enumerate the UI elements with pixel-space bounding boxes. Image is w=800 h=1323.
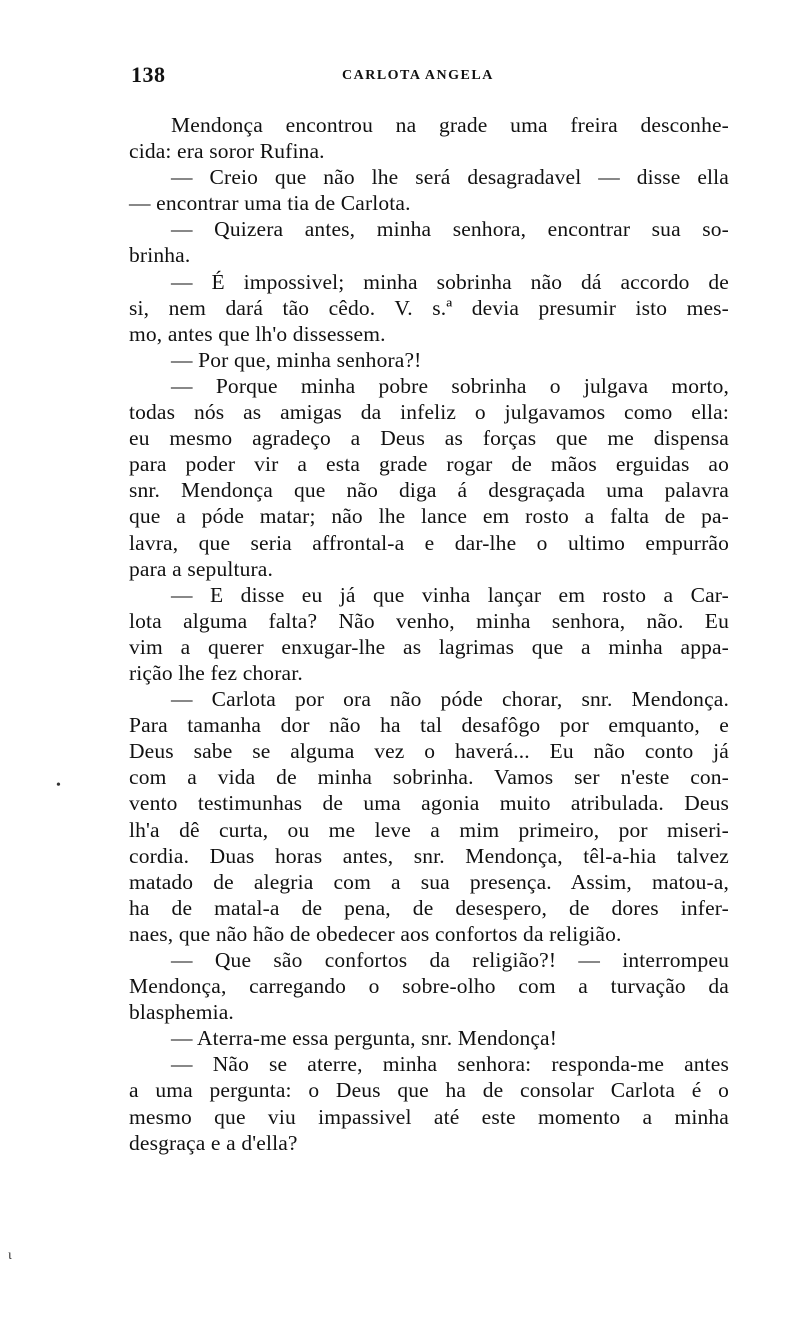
text-line: — E disse eu já que vinha lançar em rosto a Car-: [171, 582, 729, 607]
text-line: — Que são confortos da religião?! — interrompeu: [171, 948, 729, 972]
text-line: snr. Mendonça que não diga á desgraçada uma palavra: [129, 478, 729, 503]
text-line: rição lhe fez chorar.: [129, 660, 303, 685]
text-line: Para tamanha dor não ha tal desafôgo por emquanto, e: [129, 713, 729, 738]
text-line: mesmo que viu impassivel até este momento a minha: [129, 1104, 729, 1129]
text-line: — Aterra-me essa pergunta, snr. Mendonça!: [171, 1026, 558, 1051]
text-line: a uma pergunta: o Deus que ha de consolar Carlota é o: [129, 1078, 729, 1103]
text-line: — encontrar uma tia de Carlota.: [129, 191, 411, 216]
text-line: naes, que não hão de obedecer aos confortos da religião.: [129, 921, 622, 946]
text-line: lota alguma falta? Não venho, minha senhora, não. Eu: [129, 608, 729, 633]
text-line: vim a querer enxugar-lhe as lagrimas que a minha appa-: [129, 634, 729, 659]
page-speck-mark: •: [56, 778, 61, 793]
text-line: com a vida de minha sobrinha. Vamos ser n'este con-: [129, 765, 729, 790]
text-line: vento testimunhas de uma agonia muito atribulada. Deus: [129, 791, 729, 816]
text-line: — Quizera antes, minha senhora, encontrar sua so-: [171, 217, 729, 242]
text-line: blasphemia.: [129, 1000, 234, 1025]
body-text: [129, 112, 729, 1156]
text-line: — Porque minha pobre sobrinha o julgava morto,: [171, 373, 729, 398]
text-line: ha de matal-a de pena, de desespero, de dores infer-: [129, 895, 729, 920]
text-line: Mendonça, carregando o sobre-olho com a turvação da: [129, 974, 729, 999]
text-line: si, nem dará tão cêdo. V. s.ª devia presumir isto mes-: [129, 295, 729, 320]
text-line: Mendonça encontrou na grade uma freira desconhe-: [171, 113, 729, 137]
text-line: brinha.: [129, 243, 191, 268]
page-speck-mark: ɩ: [8, 1248, 12, 1263]
text-line: — Creio que não lhe será desagradavel — disse ella: [171, 165, 729, 190]
text-line: lavra, que seria affrontal-a e dar-lhe o ultimo empurrão: [129, 530, 729, 555]
text-line: cida: era soror Rufina.: [129, 139, 325, 164]
text-line: que a póde matar; não lhe lance em rosto a falta de pa-: [129, 504, 729, 529]
text-line: — É impossivel; minha sobrinha não dá accordo de: [171, 269, 729, 294]
text-line: matado de alegria com a sua presença. Assim, matou-a,: [129, 869, 729, 894]
page-header: [131, 62, 731, 92]
running-title: CARLOTA ANGELA: [342, 68, 494, 83]
text-line: cordia. Duas horas antes, snr. Mendonça, têl-a-hia talvez: [129, 843, 729, 868]
page-number: 138: [131, 62, 166, 87]
text-line: desgraça e a d'ella?: [129, 1130, 298, 1155]
text-line: — Não se aterre, minha senhora: responda-me antes: [171, 1052, 729, 1077]
text-line: — Por que, minha senhora?!: [171, 347, 422, 372]
text-line: — Carlota por ora não póde chorar, snr. Mendonça.: [171, 687, 729, 712]
text-line: para poder vir a esta grade rogar de mãos erguidas ao: [129, 452, 729, 477]
text-line: eu mesmo agradeço a Deus as forças que me dispensa: [129, 426, 729, 451]
text-line: todas nós as amigas da infeliz o julgavamos como ella:: [129, 400, 729, 425]
text-line: mo, antes que lh'o dissessem.: [129, 321, 386, 346]
text-line: lh'a dê curta, ou me leve a mim primeiro, por miseri-: [129, 817, 729, 842]
text-line: para a sepultura.: [129, 556, 274, 581]
text-line: Deus sabe se alguma vez o haverá... Eu não conto já: [129, 739, 729, 764]
